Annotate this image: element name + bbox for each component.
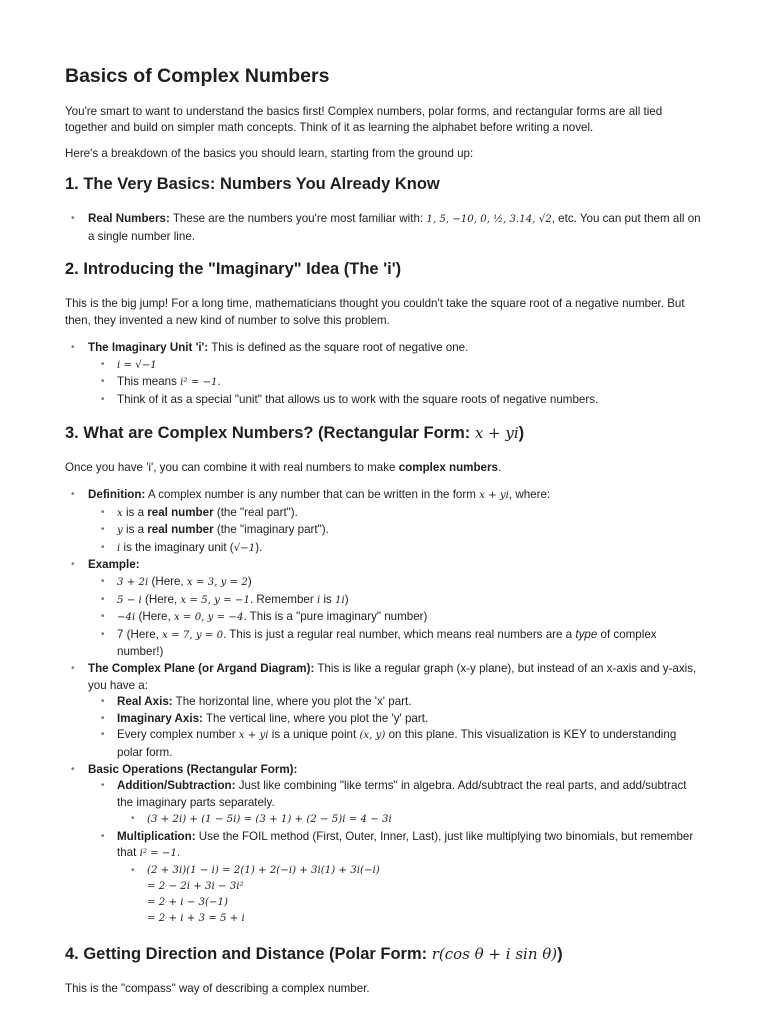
list-item-multiplication-equation (117, 863, 704, 927)
section-1-heading: 1. The Very Basics: Numbers You Already Know (65, 175, 440, 194)
section-3-paragraph: Once you have 'i', you can combine it with real numbers to make complex numbers. (65, 460, 502, 474)
list-item-special-unit: • Think of it as a special "unit" that allows us to work with the square roots of negative numbers. (88, 392, 704, 409)
section-1-list (65, 211, 704, 245)
list-item-definition: • Definition: A complex number is any number that can be written in the form x + yi, where: • x is a real number (the "real part"). • y is a real number (the "imaginary part"). • i is the imaginary unit (√−1). (65, 487, 704, 557)
list-item-imaginary-axis: • Imaginary Axis: The vertical line, where you plot the 'y' part. (88, 711, 704, 728)
section-4-heading: 4. Getting Direction and Distance (Polar Form: r(cos θ + i sin θ)) (65, 945, 563, 964)
list-item-example-1: • 3 + 2i (Here, x = 3, y = 2) (88, 574, 704, 592)
equation-line-4: = 2 + i + 3 = 5 + i (147, 913, 245, 925)
list-item-real-axis: • Real Axis: The horizontal line, where you plot the 'x' part. (88, 694, 704, 711)
section-2-list (65, 340, 704, 408)
section-3-heading: 3. What are Complex Numbers? (Rectangular Form: x + yi) (65, 423, 525, 442)
list-item-multiplication: • Multiplication: Use the FOIL method (First, Outer, Inner, Last), just like multiplying two binomials, but remember that i² = −1. • (2 + 3i)(1 − i) = 2(1) + 2(−i) + 3i(1) + 3i(−i) = 2 − 2i + 3i − 3i² = 2 + i − 3(−1) = 2 + i + 3 = 5 + i (88, 829, 704, 927)
multiplication-sublist (117, 863, 704, 927)
section-4-paragraph: This is the "compass" way of describing a complex number. (65, 982, 370, 996)
intro-paragraph: You're smart to want to understand the basics first! Complex numbers, polar forms, and rectangular forms are all tied together and build on simpler math concepts. Think of it as learning the alphabet before writing a novel. (65, 105, 663, 135)
example-sublist (88, 574, 704, 661)
operations-sublist (88, 778, 704, 927)
list-item-unique-point: • Every complex number x + yi is a unique point (x, y) on this plane. This visualization is KEY to understanding polar form. (88, 727, 704, 761)
list-item-example-3: • −4i (Here, x = 0, y = −4. This is a "pure imaginary" number) (88, 609, 704, 627)
imaginary-unit-sublist (88, 357, 704, 409)
list-item-i-part: • i is the imaginary unit (√−1). (88, 540, 704, 558)
section-3-list (65, 487, 704, 927)
list-item-i-definition: • i = √−1 (88, 357, 704, 375)
list-item-y-part: • y is a real number (the "imaginary part"). (88, 522, 704, 540)
list-item-addition: • Addition/Subtraction: Just like combining "like terms" in algebra. Add/subtract the real parts, and add/subtract the imaginary parts separately. • (3 + 2i) + (1 − 5i) = (3 + 1) + (2 − 5)i = 4 − 3i (88, 778, 704, 829)
addition-sublist (117, 811, 704, 829)
list-item-i-squared: • This means i² = −1. (88, 374, 704, 392)
breakdown-paragraph: Here's a breakdown of the basics you should learn, starting from the ground up: (65, 146, 474, 160)
list-item-example: • Example: • 3 + 2i (Here, x = 3, y = 2) • 5 − i (Here, x = 5, y = −1. Remember i is 1i) • −4i (Here, x = 0, y = −4. This is a "pure imaginary" number) • 7 (Here, x = 7, y = 0. This is just a regular real number, which means real numbers are a type of complex number!) (65, 557, 704, 661)
list-item-example-4: • 7 (Here, x = 7, y = 0. This is just a regular real number, which means real numbers are a type of complex number!) (88, 627, 704, 661)
list-item-real-numbers: • Real Numbers: These are the numbers you're most familiar with: 1, 5, −10, 0, ½, 3.14, √2, etc. You can put them all on a single number line. (65, 211, 704, 245)
section-2-heading: 2. Introducing the "Imaginary" Idea (The 'i') (65, 260, 402, 279)
equation-line-2: = 2 − 2i + 3i − 3i² (147, 881, 244, 893)
list-item-addition-equation: • (3 + 2i) + (1 − 5i) = (3 + 1) + (2 − 5)i = 4 − 3i (117, 811, 704, 829)
equation-line-1: • (2 + 3i)(1 − i) = 2(1) + 2(−i) + 3i(1) + 3i(−i) (147, 865, 380, 877)
list-item-imaginary-unit: • The Imaginary Unit 'i': This is defined as the square root of negative one. • i = √−1 • This means i² = −1. • Think of it as a special "unit" that allows us to work with the square roots of negative numbers. (65, 340, 704, 408)
section-2-paragraph: This is the big jump! For a long time, mathematicians thought you couldn't take the square root of a negative number. But then, they invented a new kind of number to solve this problem. (65, 297, 685, 327)
equation-line-3: = 2 + i − 3(−1) (147, 897, 228, 909)
list-item-example-2: • 5 − i (Here, x = 5, y = −1. Remember i is 1i) (88, 592, 704, 610)
list-item-basic-operations: • Basic Operations (Rectangular Form): • Addition/Subtraction: Just like combining "like terms" in algebra. Add/subtract the real parts, and add/subtract the imaginary parts separately. • (3 + 2i) + (1 − 5i) = (3 + 1) + (2 − 5)i = 4 − 3i • Multiplication: Use the FOIL method (First, Outer, Inner, Last), just like multiplying two binomials, but remember that i² = −1. • (2 + 3i)(1 − i) = 2(1) + 2(−i) + 3i(1) + 3i(−i) = 2 − 2i + 3i − 3i² = 2 + i − 3(−1) = 2 + i + 3 = 5 + i (65, 762, 704, 928)
page-title: Basics of Complex Numbers (65, 65, 330, 87)
list-item-x-part: • x is a real number (the "real part"). (88, 505, 704, 523)
list-item-complex-plane: • The Complex Plane (or Argand Diagram): This is like a regular graph (x-y plane), but instead of an x-axis and y-axis, you have a: • Real Axis: The horizontal line, where you plot the 'x' part. • Imaginary Axis: The vertical line, where you plot the 'y' part. • Every complex number x + yi is a unique point (x, y) on this plane. This visualization is KEY to understanding polar form. (65, 661, 704, 762)
complex-plane-sublist (88, 694, 704, 761)
definition-sublist (88, 505, 704, 558)
